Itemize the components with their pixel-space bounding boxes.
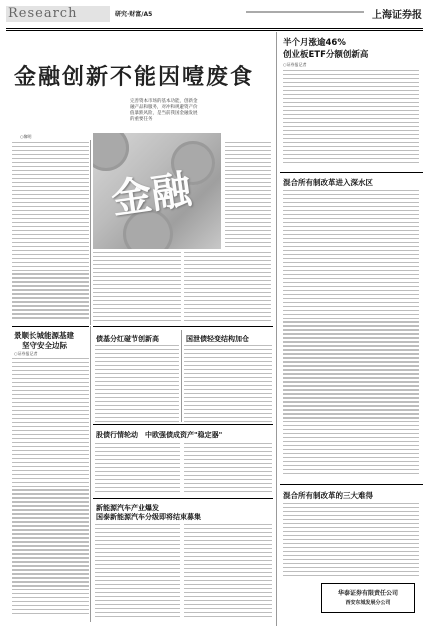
main-article-title: 金融创新不能因噎废食 — [14, 65, 255, 90]
main-article-body-col4 — [184, 252, 271, 324]
masthead-logo: 上海证券报 — [372, 10, 422, 21]
divider — [12, 326, 89, 327]
section-title: 研究·财富/A5 — [115, 11, 153, 18]
page-header — [0, 0, 429, 30]
mid-article-3-title: 股债行情轮动 中欧强债成资产"稳定器" — [96, 431, 223, 439]
mid-article-4-body-col1 — [95, 524, 180, 620]
right-top-title: 半个月涨逾46% — [283, 38, 346, 48]
right-mid-title: 混合所有制改革进入深水区 — [283, 178, 373, 187]
header-date-info — [246, 9, 364, 14]
coins-photo — [93, 133, 221, 249]
mid-article-4-title2: 国泰新能源汽车分级即将结束募集 — [96, 513, 201, 521]
right-low-title: 混合所有制改革的三大难得 — [283, 491, 373, 500]
divider — [280, 484, 423, 485]
header-rule-thin — [6, 30, 423, 31]
main-article-body-col1 — [12, 142, 89, 322]
divider — [280, 172, 423, 173]
col-divider — [90, 140, 91, 325]
right-mid-body — [283, 190, 419, 478]
photo-lettering: 金融 — [108, 165, 195, 224]
mid-article-4-body-col2 — [184, 524, 272, 620]
mid-article-2-title: 国泄债轻变结构加仓 — [186, 335, 249, 343]
ad-line-2: 西安东城发展分公司 — [345, 600, 391, 606]
main-article-body-col2 — [93, 252, 181, 324]
divider — [93, 326, 273, 327]
divider — [93, 424, 273, 425]
advertisement-box — [321, 583, 415, 613]
side-article-1-title2: 坚守安全边际 — [22, 341, 67, 350]
mid-article-2-body — [184, 345, 272, 423]
side-article-1-body — [12, 358, 89, 618]
mid-article-4-title: 新能源汽车产业爆发 — [96, 504, 159, 512]
main-article-deck: 完善资本市场的基本功能，创新金融产品和服务，对冲和规避资产价值暴跌风险，是当前我国金融发展的重要任务 — [130, 99, 198, 122]
col-divider-right — [276, 32, 277, 626]
right-top-title2: 创业板ETF分额创新高 — [283, 50, 369, 60]
side-article-1-title: 景顺长城能源基建 — [14, 331, 74, 340]
main-article-byline: ○黎明 — [20, 134, 32, 139]
right-top-body — [283, 70, 419, 168]
col-divider-mid — [181, 330, 182, 422]
main-article-body-col3 — [225, 142, 271, 252]
mid-article-1-body — [95, 345, 179, 423]
right-top-byline: ○证券报记者 — [283, 62, 307, 67]
mid-article-3-body-col1 — [95, 443, 180, 497]
mid-article-3-body-col2 — [184, 443, 272, 497]
mid-article-1-title: 债基分红碰节创新高 — [96, 335, 159, 343]
section-research-label: Research — [6, 6, 110, 22]
side-article-1-byline: ○证券报记者 — [14, 351, 38, 356]
header-rule — [6, 28, 423, 29]
divider — [93, 498, 273, 499]
col-divider-lower — [90, 326, 91, 622]
right-low-body — [283, 503, 419, 579]
ad-line-1: 华泰证券有限责任公司 — [337, 590, 398, 597]
